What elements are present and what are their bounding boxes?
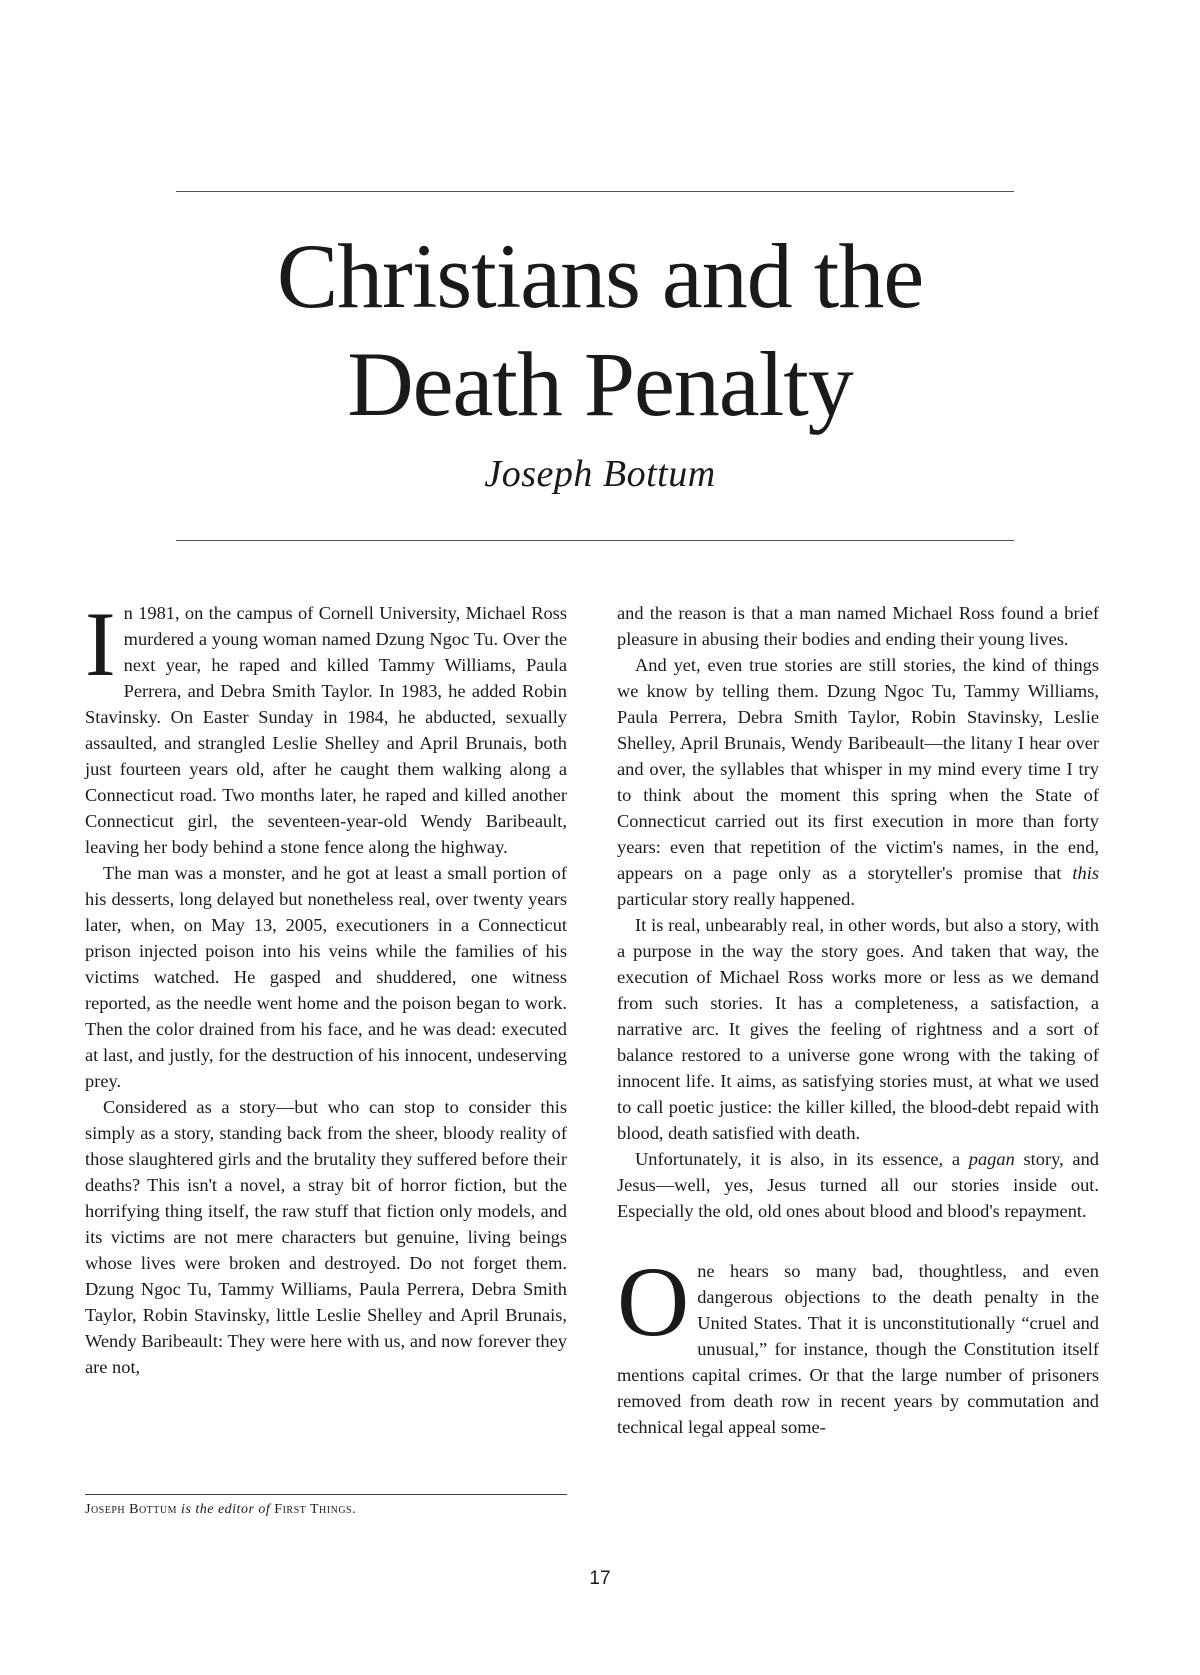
paragraph-2: The man was a monster, and he got at least a small portion of his desserts, long delayed but nonetheless real, over twenty years later, when, on May 13, 2005, executioners in a Connecticut prison injected poison into his veins while the families of his victims watched. He gasped and shuddered, one witness reported, as the needle went home and the poison began to work. Then the color drained from his face, and he was dead: executed at last, and justly, for the destruction of his innocent, undeserving prey.: [85, 863, 567, 1091]
section-break: [617, 1224, 1099, 1258]
top-rule: [176, 191, 1014, 192]
paragraph-1-text: n 1981, on the campus of Cornell University, Michael Ross murdered a young woman named Dzung Ngoc Tu. Over the next year, he raped and killed Tammy Williams, Paula Perrera, and Debra Smith Taylor. In 1983, he added Robin Stavinsky. On Easter Sunday in 1984, he abducted, sexually assaulted, and strangled Leslie Shelley and April Brunais, both just fourteen years old, after he caught them walking along a Connecticut road. Two months later, he raped and killed another Connecticut girl, the seventeen-year-old Wendy Baribeault, leaving her body behind a stone fence along the highway.: [85, 603, 567, 857]
footnote-role: is the editor of: [181, 1502, 271, 1517]
footnote-rule: [85, 1494, 567, 1495]
paragraph-8-text: ne hears so many bad, thoughtless, and even dangerous objections to the death penalty in the United States. That it is unconstitutionally “cruel and unusual,” for instance, though the Constitution itself mentions capital crimes. Or that the large number of prisoners removed from death row in recent years by commutation and technical legal appeal some-: [617, 1261, 1099, 1437]
title-line-2: Death Penalty: [347, 333, 853, 435]
author-footnote: [85, 1502, 356, 1518]
paragraph-8: [617, 1246, 1099, 1440]
left-column: [85, 593, 567, 1380]
drop-cap-o: O: [617, 1246, 690, 1357]
title-line-1: Christians and the: [276, 225, 924, 327]
article-title: [0, 222, 1200, 438]
paragraph-7-head: Unfortunately, it is also, in its essence, a: [635, 1149, 961, 1169]
paragraph-7: [617, 1146, 1099, 1224]
paragraph-5: [617, 652, 1099, 912]
right-column: [617, 600, 1099, 1440]
paragraph-5-text: And yet, even true stories are still stories, the kind of things we know by telling them. Dzung Ngoc Tu, Tammy Williams, Paula Perrera, Debra Smith Taylor, Robin Stavinsky, Leslie Shelley, April Brunais, Wendy Baribeault—the litany I hear over and over, the syllables that whisper in my mind every time I try to think about the moment this spring when the State of Connecticut carried out its first execution in more than forty years: even that repetition of the victim's names, in the end, appears on a page only as a storyteller's promise that: [617, 655, 1099, 883]
paragraph-6: It is real, unbearably real, in other words, but also a story, with a purpose in the way the story goes. And taken that way, the execution of Michael Ross works more or less as we demand from such stories. It has a completeness, a satisfaction, a narrative arc. It gives the feeling of rightness and a sort of balance restored to a universe gone wrong with the taking of innocent life. It aims, as satisfying stories must, at what we used to call poetic justice: the killer killed, the blood-debt repaid with blood, death satisfied with death.: [617, 915, 1099, 1143]
author-byline: Joseph Bottum: [484, 453, 716, 495]
paragraph-5-tail: particular story really happened.: [617, 889, 855, 909]
emphasis-this: this: [1072, 863, 1099, 883]
paragraph-3: Considered as a story—but who can stop to consider this simply as a story, standing back from the sheer, bloody reality of those slaughtered girls and the brutality they suffered before their deaths? This isn't a novel, a stray bit of horror fiction, but the horrifying thing itself, the raw stuff that fiction only models, and its victims are not mere characters but genuine, living beings whose lives were broken and destroyed. Do not forget them. Dzung Ngoc Tu, Tammy Williams, Paula Perrera, Debra Smith Taylor, Robin Stavinsky, little Leslie Shelley and April Brunais, Wendy Baribeault: They were here with us, and now forever they are not,: [85, 1097, 567, 1377]
footnote-author: Joseph Bottum: [85, 1502, 178, 1517]
footnote-publication: First Things.: [274, 1502, 357, 1517]
paragraph-4: and the reason is that a man named Michael Ross found a brief pleasure in abusing their bodies and ending their young lives.: [617, 603, 1099, 649]
byline-rule: [176, 540, 1014, 541]
page-number: 17: [589, 1568, 611, 1589]
emphasis-pagan: pagan: [968, 1149, 1015, 1169]
drop-cap-i: I: [85, 593, 116, 695]
paragraph-7-tail: story, and Jesus—well, yes, Jesus turned all our stories inside out. Especially the old, old ones about blood and blood's repayment.: [617, 1149, 1099, 1221]
paragraph-1: [85, 593, 567, 860]
